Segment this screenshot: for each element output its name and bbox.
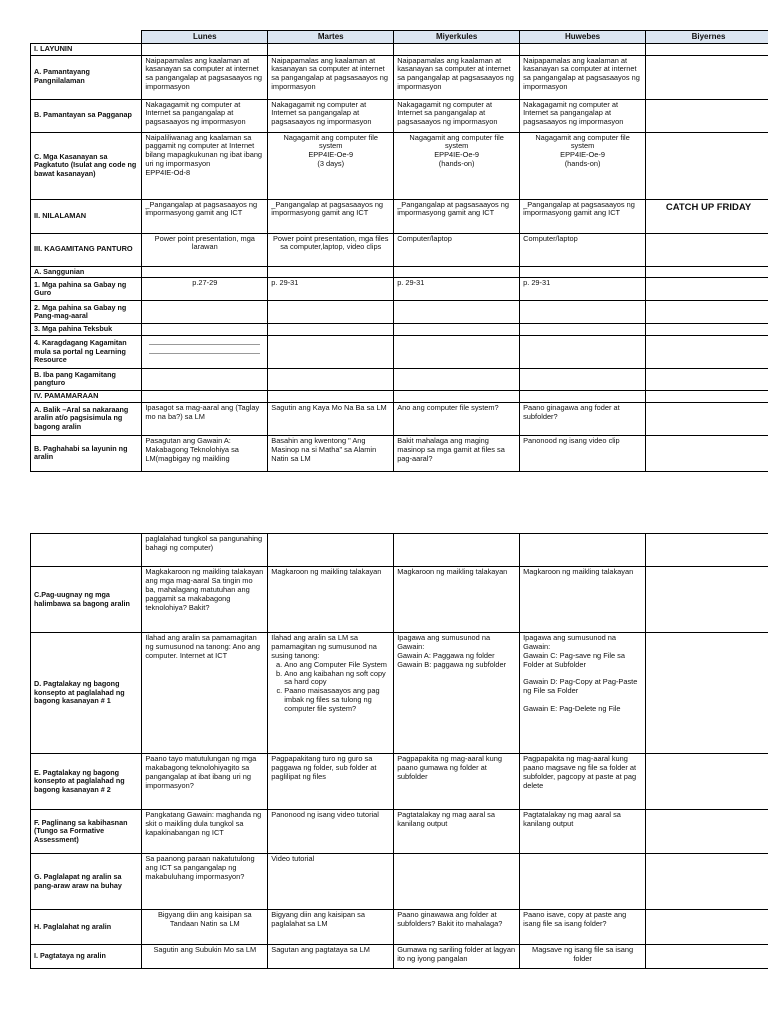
row-label: A. Balik –Aral sa nakaraang aralin at/o pagsisimula ng bagong aralin [31, 402, 142, 435]
blank-line [149, 344, 260, 351]
table-row [31, 435, 768, 471]
cell-huwebes: Ipagawa ang sumusunod na Gawain: Gawain C: Pag-save ng File sa Folder at Subfolder Gawain D: Pag-Copy at Pag-Paste ng File sa Folder Gawain E: Pag-Delete ng File [520, 633, 646, 754]
key-questions-list [271, 661, 390, 714]
section-nilalaman: II. NILALAMAN [31, 199, 142, 233]
table-row [31, 335, 768, 368]
table-row [31, 854, 768, 910]
cell-huwebes: Paano ginagawa ang foder at subfolder? [520, 402, 646, 435]
row-label: H. Paglalahat ng aralin [31, 910, 142, 945]
table-row [31, 754, 768, 810]
lesson-plan-table-page-2 [30, 533, 768, 969]
cell-lunes: Sa paanong paraan nakatutulong ang ICT sa pangangalap ng makabuluhang impormasyon? [142, 854, 268, 910]
cell-huwebes: Pagtatalakay ng mag aaral sa kanilang output [520, 810, 646, 854]
cell-huwebes: Nagagamit ang computer file system EPP4IE-Oe-9 (hands-on) [520, 132, 646, 199]
section-kagamitang-panturo: III. KAGAMITANG PANTURO [31, 233, 142, 266]
cell-martes: Power point presentation, mga files sa computer,laptop, video clips [268, 233, 394, 266]
cell-huwebes: _Pangangalap at pagsasaayos ng impormasyong gamit ang ICT [520, 199, 646, 233]
table-row [31, 55, 768, 99]
cell-miyerkules: Magkaroon ng maikling talakayan [394, 567, 520, 633]
row-label: C.Pag-uugnay ng mga halimbawa sa bagong aralin [31, 567, 142, 633]
table-row [31, 266, 768, 278]
table-row [31, 324, 768, 336]
table-row [31, 301, 768, 324]
table-row [31, 945, 768, 969]
row-label: 1. Mga pahina sa Gabay ng Guro [31, 278, 142, 301]
cell-lunes: Sagutin ang Subukin Mo sa LM [142, 945, 268, 969]
row-label: D. Pagtalakay ng bagong konsepto at paglalahad ng bagong kasanayan # 1 [31, 633, 142, 754]
cell-lunes: Naipapamalas ang kaalaman at kasanayan sa computer at internet sa pangangalap at pagsasaayos ng impormasyon [142, 55, 268, 99]
cell-martes: Naipapamalas ang kaalaman at kasanayan sa computer at internet sa pangangalap at pagsasaayos ng impormasyon [268, 55, 394, 99]
row-label: I. Pagtataya ng aralin [31, 945, 142, 969]
cell-huwebes: Panonood ng isang video clip [520, 435, 646, 471]
header-row [31, 31, 768, 44]
blank-line [149, 353, 260, 360]
lesson-plan-table-page-1 [30, 30, 768, 472]
cell-lunes: Pangkatang Gawain: maghanda ng skit o maikling dula tungkol sa kapakinabangan ng ICT [142, 810, 268, 854]
cell-lunes: Naipaliliwanag ang kaalaman sa paggamit ng computer at Internet bilang mapagkukunan ng ibat ibang uri ng impormasyon EPP4IE-Od-8 [142, 132, 268, 199]
cell-martes: Nagagamit ang computer file system EPP4IE-Oe-9 (3 days) [268, 132, 394, 199]
cell-huwebes: Computer/laptop [520, 233, 646, 266]
table-row [31, 132, 768, 199]
cell-miyerkules: Nagagamit ang computer file system EPP4IE-Oe-9 (hands-on) [394, 132, 520, 199]
cell-lunes: Bigyang diin ang kaisipan sa Tandaan Natin sa LM [142, 910, 268, 945]
table-row [31, 402, 768, 435]
table-row [31, 368, 768, 390]
list-item: c. Paano maisasaayos ang pag imbak ng files sa tulong ng computer file system? [284, 687, 390, 714]
list-item: b. Ano ang kaibahan ng soft copy sa hard copy [284, 670, 390, 688]
table-row [31, 910, 768, 945]
table-row [31, 633, 768, 754]
cell-miyerkules: _Pangangalap at pagsasaayos ng impormasyong gamit ang ICT [394, 199, 520, 233]
cell-martes: Magkaroon ng maikling talakayan [268, 567, 394, 633]
cell-miyerkules: Ipagawa ang sumusunod na Gawain: Gawain A: Paggawa ng folder Gawain B: paggawa ng subfolder [394, 633, 520, 754]
row-label: F. Paglinang sa kabihasnan (Tungo sa Formative Assessment) [31, 810, 142, 854]
table-row [31, 390, 768, 402]
table-row [31, 43, 768, 55]
cell-martes: Pagpapakitang turo ng guro sa paggawa ng folder, sub folder at paglilipat ng files [268, 754, 394, 810]
cell-miyerkules: Gumawa ng sariling folder at lagyan ito ng iyong pangalan [394, 945, 520, 969]
cell-huwebes: Paano isave, copy at paste ang isang file sa isang folder? [520, 910, 646, 945]
cell-martes: Nakagagamit ng computer at Internet sa pangangalap at pagsasaayos ng impormasyon [268, 99, 394, 132]
cell-martes: Sagutan ang pagtataya sa LM [268, 945, 394, 969]
cell-lunes: paglalahad tungkol sa pangunahing bahagi ng computer) [142, 534, 268, 567]
cell-miyerkules: Pagtatalakay ng mag aaral sa kanilang output [394, 810, 520, 854]
row-label: C. Mga Kasanayan sa Pagkatuto (Isulat ang code ng bawat kasanayan) [31, 132, 142, 199]
cell-miyerkules: Paano ginawawa ang folder at subfolders? Bakit ito mahalaga? [394, 910, 520, 945]
cell-huwebes: Magsave ng isang file sa isang folder [520, 945, 646, 969]
cell-miyerkules: Computer/laptop [394, 233, 520, 266]
catch-up-friday-label: CATCH UP FRIDAY [646, 199, 768, 233]
cell-lunes: Pasagutan ang Gawain A: Makabagong Teknolohiya sa LM(magbigay ng maikling [142, 435, 268, 471]
cell-martes: Basahin ang kwentong " Ang Masinop na si Matha" sa Alamin Natin sa LM [268, 435, 394, 471]
cell-martes: Panonood ng isang video tutorial [268, 810, 394, 854]
day-header-martes: Martes [268, 31, 394, 44]
table-row [31, 199, 768, 233]
cell-miyerkules: Naipapamalas ang kaalaman at kasanayan sa computer at internet sa pangangalap at pagsasaayos ng impormasyon [394, 55, 520, 99]
day-header-huwebes: Huwebes [520, 31, 646, 44]
row-label: E. Pagtalakay ng bagong konsepto at paglalahad ng bagong kasanayan # 2 [31, 754, 142, 810]
section-sanggunian: A. Sanggunian [31, 266, 142, 278]
cell-lunes: Magkakaroon ng maikling talakayan ang mga mag-aaral Sa tingin mo ba, mahalagang matutuhan ang paggamit sa makabagong teknolohiya? Bakit? [142, 567, 268, 633]
cell-huwebes: Nakagagamit ng computer at Internet sa pangangalap at pagsasaayos ng impormasyon [520, 99, 646, 132]
cell-miyerkules: Ano ang computer file system? [394, 402, 520, 435]
table-row [31, 278, 768, 301]
cell-miyerkules: Pagpapakita ng mag-aaral kung paano gumawa ng folder at subfolder [394, 754, 520, 810]
cell-huwebes: Pagpapakita ng mag-aaral kung paano magsave ng file sa folder at subfolder, pagcopy at paste at pag delete [520, 754, 646, 810]
cell-martes: Sagutin ang Kaya Mo Na Ba sa LM [268, 402, 394, 435]
day-header-biyernes: Biyernes [646, 31, 768, 44]
row-label: 4. Karagdagang Kagamitan mula sa portal ng Learning Resource [31, 335, 142, 368]
row-label: A. Pamantayang Pangnilalaman [31, 55, 142, 99]
blank-lines [142, 335, 268, 368]
cell-lunes: Ipasagot sa mag-aaral ang (Taglay mo na ba?) sa LM [142, 402, 268, 435]
martes-intro: Ilahad ang aralin sa LM sa pamamagitan ng sumusunod na susing tanong: [271, 633, 377, 660]
table-row [31, 810, 768, 854]
header-blank-cell [31, 31, 142, 44]
table-row [31, 567, 768, 633]
row-label: B. Pamantayan sa Pagganap [31, 99, 142, 132]
cell-huwebes: Magkaroon ng maikling talakayan [520, 567, 646, 633]
cell-martes: p. 29-31 [268, 278, 394, 301]
day-header-lunes: Lunes [142, 31, 268, 44]
cell-lunes: Nakagagamit ng computer at Internet sa pangangalap at pagsasaayos ng impormasyon [142, 99, 268, 132]
cell-miyerkules: p. 29-31 [394, 278, 520, 301]
cell-martes [268, 633, 394, 754]
row-label: B. Paghahabi sa layunin ng aralin [31, 435, 142, 471]
cell-martes: _Pangangalap at pagsasaayos ng impormasyong gamit ang ICT [268, 199, 394, 233]
cell-miyerkules: Bakit mahalaga ang maging masinop sa mga gamit at files sa pag-aaral? [394, 435, 520, 471]
row-label: 2. Mga pahina sa Gabay ng Pang-mag-aaral [31, 301, 142, 324]
cell-lunes: Paano tayo matutulungan ng mga makabagong teknolohiyagito sa pangangalap at ibat ibang uri ng impormasyon? [142, 754, 268, 810]
cell-huwebes: p. 29-31 [520, 278, 646, 301]
cell-martes: Bigyang diin ang kaisipan sa paglalahat sa LM [268, 910, 394, 945]
table-row [31, 99, 768, 132]
table-row [31, 233, 768, 266]
section-pamamaraan: IV. PAMAMARAAN [31, 390, 142, 402]
cell-lunes: Power point presentation, mga larawan [142, 233, 268, 266]
row-label: G. Paglalapat ng aralin sa pang-araw araw na buhay [31, 854, 142, 910]
row-label: B. Iba pang Kagamitang pangturo [31, 368, 142, 390]
cell-huwebes: Naipapamalas ang kaalaman at kasanayan sa computer at internet sa pangangalap at pagsasaayos ng impormasyon [520, 55, 646, 99]
cell-miyerkules: Nakagagamit ng computer at Internet sa pangangalap at pagsasaayos ng impormasyon [394, 99, 520, 132]
table-row [31, 534, 768, 567]
row-label: 3. Mga pahina Teksbuk [31, 324, 142, 336]
cell-lunes: Ilahad ang aralin sa pamamagitan ng sumusunod na tanong: Ano ang computer. Internet at ICT [142, 633, 268, 754]
list-item: a. Ano ang Computer File System [284, 661, 390, 670]
cell-lunes: p.27-29 [142, 278, 268, 301]
day-header-miyerkules: Miyerkules [394, 31, 520, 44]
section-layunin: I. LAYUNIN [31, 43, 142, 55]
cell-lunes: _Pangangalap at pagsasaayos ng impormasyong gamit ang ICT [142, 199, 268, 233]
cell-martes: Video tutorial [268, 854, 394, 910]
